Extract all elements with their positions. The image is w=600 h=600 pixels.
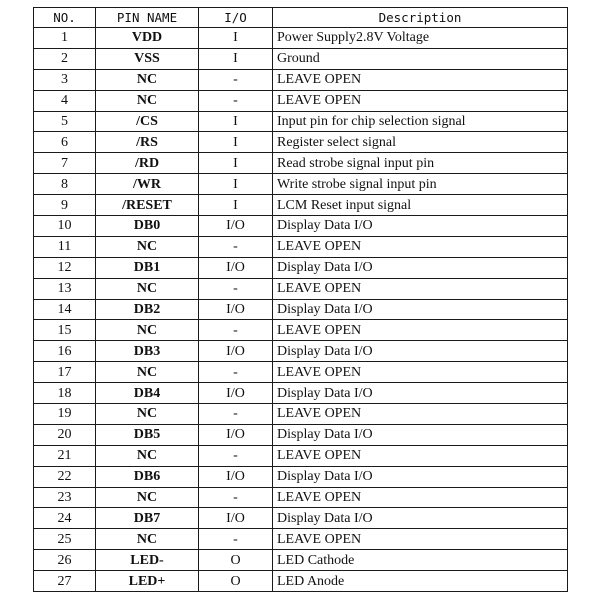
pin-name-cell: DB0 — [96, 216, 199, 237]
table-row — [34, 216, 568, 237]
pin-io-cell: I/O — [199, 383, 273, 404]
pin-description-cell: Power Supply2.8V Voltage — [273, 28, 568, 49]
pin-number-cell: 14 — [34, 299, 96, 320]
pin-rows — [34, 28, 568, 592]
table-row — [34, 508, 568, 529]
pin-io-cell: - — [199, 278, 273, 299]
pin-number-cell: 16 — [34, 341, 96, 362]
table-row — [34, 320, 568, 341]
pin-name-cell: NC — [96, 529, 199, 550]
pin-description-cell: LEAVE OPEN — [273, 278, 568, 299]
pin-number-cell: 6 — [34, 132, 96, 153]
pin-description-cell: LEAVE OPEN — [273, 236, 568, 257]
table-row — [34, 383, 568, 404]
pin-number-cell: 12 — [34, 257, 96, 278]
table-row — [34, 28, 568, 49]
pin-description-cell: Display Data I/O — [273, 508, 568, 529]
pin-description-cell: LCM Reset input signal — [273, 195, 568, 216]
pin-description-cell: Display Data I/O — [273, 466, 568, 487]
pin-name-cell: VSS — [96, 48, 199, 69]
table-row — [34, 153, 568, 174]
pin-number-cell: 24 — [34, 508, 96, 529]
header-pin-name: PIN NAME — [96, 8, 199, 28]
pin-description-cell: Display Data I/O — [273, 299, 568, 320]
pin-io-cell: - — [199, 90, 273, 111]
pin-number-cell: 25 — [34, 529, 96, 550]
table-row — [34, 571, 568, 592]
pin-io-cell: - — [199, 445, 273, 466]
pin-description-cell: Display Data I/O — [273, 424, 568, 445]
pin-io-cell: - — [199, 487, 273, 508]
pin-number-cell: 20 — [34, 424, 96, 445]
table-row — [34, 174, 568, 195]
pin-name-cell: NC — [96, 236, 199, 257]
pin-description-cell: LEAVE OPEN — [273, 529, 568, 550]
pin-number-cell: 11 — [34, 236, 96, 257]
table-row — [34, 278, 568, 299]
pin-number-cell: 3 — [34, 69, 96, 90]
table-row — [34, 341, 568, 362]
pin-name-cell: /CS — [96, 111, 199, 132]
pin-name-cell: LED- — [96, 550, 199, 571]
table-row — [34, 424, 568, 445]
pin-name-cell: /WR — [96, 174, 199, 195]
pin-name-cell: LED+ — [96, 571, 199, 592]
pin-io-cell: I — [199, 132, 273, 153]
header-io: I/O — [199, 8, 273, 28]
table-row — [34, 466, 568, 487]
pin-number-cell: 23 — [34, 487, 96, 508]
pin-description-cell: Display Data I/O — [273, 341, 568, 362]
pin-io-cell: I — [199, 111, 273, 132]
pin-name-cell: DB2 — [96, 299, 199, 320]
pin-description-cell: LEAVE OPEN — [273, 487, 568, 508]
pin-number-cell: 8 — [34, 174, 96, 195]
pin-name-cell: NC — [96, 69, 199, 90]
pin-io-cell: I — [199, 153, 273, 174]
pin-io-cell: I/O — [199, 257, 273, 278]
pin-description-cell: LED Cathode — [273, 550, 568, 571]
pin-name-cell: NC — [96, 445, 199, 466]
pin-name-cell: DB3 — [96, 341, 199, 362]
pin-io-cell: - — [199, 320, 273, 341]
pin-description-cell: Register select signal — [273, 132, 568, 153]
pin-name-cell: NC — [96, 404, 199, 425]
table-row — [34, 404, 568, 425]
header-row — [34, 8, 568, 28]
table-row — [34, 48, 568, 69]
pin-description-cell: LED Anode — [273, 571, 568, 592]
pin-description-cell: Display Data I/O — [273, 383, 568, 404]
pin-io-cell: I/O — [199, 466, 273, 487]
pin-number-cell: 17 — [34, 362, 96, 383]
pin-name-cell: /RD — [96, 153, 199, 174]
pin-number-cell: 27 — [34, 571, 96, 592]
pin-description-cell: Read strobe signal input pin — [273, 153, 568, 174]
table-row — [34, 111, 568, 132]
table-row — [34, 69, 568, 90]
table-row — [34, 529, 568, 550]
pin-number-cell: 21 — [34, 445, 96, 466]
table-row — [34, 299, 568, 320]
pin-io-cell: I/O — [199, 216, 273, 237]
pin-description-cell: Display Data I/O — [273, 257, 568, 278]
pin-io-cell: I — [199, 195, 273, 216]
pin-io-cell: - — [199, 529, 273, 550]
pin-io-cell: O — [199, 571, 273, 592]
pin-number-cell: 13 — [34, 278, 96, 299]
pin-description-cell: LEAVE OPEN — [273, 362, 568, 383]
pin-number-cell: 10 — [34, 216, 96, 237]
pin-name-cell: /RS — [96, 132, 199, 153]
pin-number-cell: 9 — [34, 195, 96, 216]
pin-io-cell: I/O — [199, 508, 273, 529]
table-row — [34, 236, 568, 257]
pin-description-cell: LEAVE OPEN — [273, 320, 568, 341]
pin-io-cell: - — [199, 404, 273, 425]
pin-description-cell: LEAVE OPEN — [273, 404, 568, 425]
pin-io-cell: - — [199, 236, 273, 257]
pin-description-cell: LEAVE OPEN — [273, 445, 568, 466]
pin-description-cell: LEAVE OPEN — [273, 90, 568, 111]
table-row — [34, 445, 568, 466]
pin-description-cell: Display Data I/O — [273, 216, 568, 237]
pin-name-cell: DB6 — [96, 466, 199, 487]
pin-io-cell: - — [199, 362, 273, 383]
pin-number-cell: 2 — [34, 48, 96, 69]
pin-definition-table — [33, 7, 568, 592]
pin-name-cell: NC — [96, 320, 199, 341]
pin-number-cell: 19 — [34, 404, 96, 425]
pin-io-cell: I/O — [199, 424, 273, 445]
pin-name-cell: DB7 — [96, 508, 199, 529]
pin-number-cell: 7 — [34, 153, 96, 174]
pin-description-cell: Write strobe signal input pin — [273, 174, 568, 195]
pin-number-cell: 22 — [34, 466, 96, 487]
pin-number-cell: 18 — [34, 383, 96, 404]
pin-name-cell: NC — [96, 278, 199, 299]
pin-name-cell: VDD — [96, 28, 199, 49]
pin-description-cell: LEAVE OPEN — [273, 69, 568, 90]
table-row — [34, 362, 568, 383]
pin-io-cell: I/O — [199, 341, 273, 362]
table-row — [34, 257, 568, 278]
header-no: NO. — [34, 8, 96, 28]
pin-number-cell: 4 — [34, 90, 96, 111]
pin-name-cell: DB5 — [96, 424, 199, 445]
pin-name-cell: DB1 — [96, 257, 199, 278]
table-row — [34, 550, 568, 571]
pin-name-cell: NC — [96, 90, 199, 111]
pin-name-cell: /RESET — [96, 195, 199, 216]
pin-io-cell: I/O — [199, 299, 273, 320]
header-description: Description — [273, 8, 568, 28]
pin-number-cell: 1 — [34, 28, 96, 49]
pin-description-cell: Ground — [273, 48, 568, 69]
pin-io-cell: I — [199, 48, 273, 69]
pin-io-cell: O — [199, 550, 273, 571]
pin-description-cell: Input pin for chip selection signal — [273, 111, 568, 132]
pin-number-cell: 26 — [34, 550, 96, 571]
table-row — [34, 90, 568, 111]
pin-name-cell: DB4 — [96, 383, 199, 404]
table-row — [34, 195, 568, 216]
pin-io-cell: I — [199, 28, 273, 49]
table-row — [34, 487, 568, 508]
pin-io-cell: I — [199, 174, 273, 195]
pin-name-cell: NC — [96, 487, 199, 508]
table-row — [34, 132, 568, 153]
pin-number-cell: 15 — [34, 320, 96, 341]
pin-number-cell: 5 — [34, 111, 96, 132]
pin-io-cell: - — [199, 69, 273, 90]
pin-name-cell: NC — [96, 362, 199, 383]
